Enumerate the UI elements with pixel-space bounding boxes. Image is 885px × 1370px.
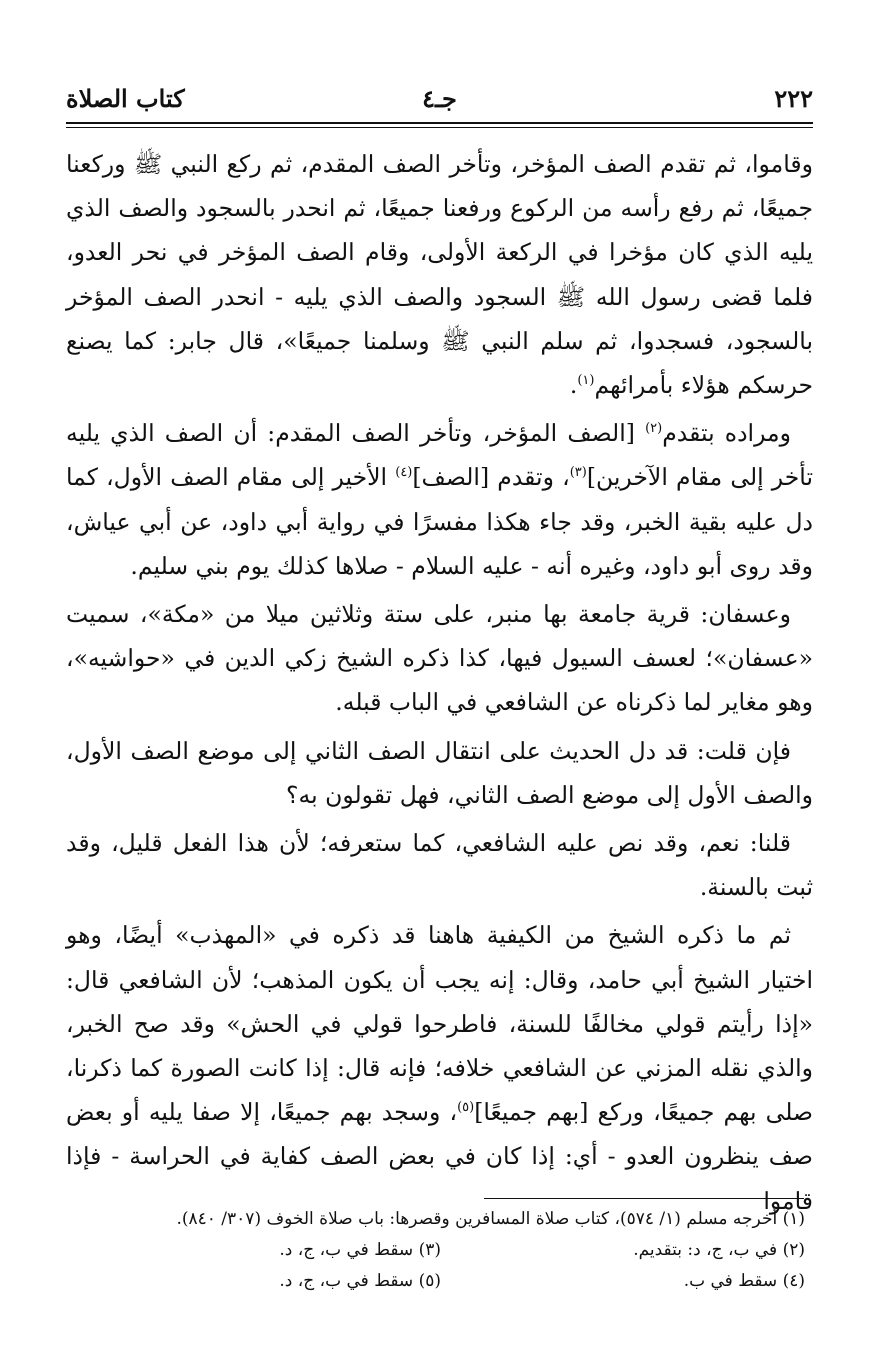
running-header [66,84,813,118]
paragraph-text: وعسفان: قرية جامعة بها منبر، على ستة وثلاثين ميلا من «مكة»، سميت «عسفان»؛ لعسف السيول فيها، كذا ذكره الشيخ زكي الدين في «حواشيه»، وهو مغاير لما ذكرناه عن الشافعي في الباب قبله. [66,600,813,717]
footnote-4: (٤) سقط في ب. [683,1271,805,1291]
paragraph-answer [66,821,813,909]
paragraph-text: [الصف المؤخر، وتأخر الصف المقدم: أن الصف الذي يليه تأخر إلى مقام الآخرين] [66,419,813,492]
paragraph-hadith [66,142,813,407]
footnote-ref: (١) [577,373,595,389]
paragraph-usfan [66,592,813,725]
volume-label: جـ٤ [422,84,457,113]
footnote-3: (٣) سقط في ب، ج، د. [279,1240,441,1260]
paragraph-text: ، وتقدم [الصف] [412,463,570,492]
footnotes [66,1204,813,1297]
paragraph-text: الأخير إلى مقام الصف الأول، كما دل عليه بقية الخبر، وقد جاء هكذا مفسرًا في رواية أبي داود، عن أبي عياش، وقد روى أبو داود، وغيره أنه - عليه السلام - صلاها كذلك يوم بني سليم. [66,463,813,580]
footnote-ref: (٢) [645,421,663,437]
paragraph-tail: . [569,371,578,400]
main-text [66,142,813,1227]
footnote-5: (٥) سقط في ب، ج، د. [279,1271,441,1291]
footnote-row [66,1204,813,1235]
paragraph-text: ومراده بتقدم [662,419,791,448]
page-number: ٢٢٢ [774,84,813,113]
book-title: كتاب الصلاة [66,84,185,113]
paragraph-tail: ، وسجد بهم جميعًا، إلا صفا يليه أو بعض صف ينظرون العدو - أي: إذا كان في بعض الصف كفاية في الحراسة - فإذا قاموا [66,1098,813,1215]
footnote-ref: (٥) [457,1100,475,1116]
footnote-1: (١) أخرجه مسلم (١/ ٥٧٤)، كتاب صلاة المسافرين وقصرها: باب صلاة الخوف (٣٠٧/ ٨٤٠). [176,1209,805,1229]
paragraph-text: ثم ما ذكره الشيخ من الكيفية هاهنا قد ذكره في «المهذب» أيضًا، وهو اختيار الشيخ أبي حامد، وقال: إنه يجب أن يكون المذهب؛ لأن الشافعي قال: «إذا رأيتم قولي مخالفًا للسنة، فاطرحوا قولي في الحش» وقد صح الخبر، والذي نقله المزني عن الشافعي خلافه؛ فإنه قال: إذا كانت الصورة كما ذكرنا، صلى بهم جميعًا، وركع [بهم جميعًا] [66,921,813,1127]
footnote-ref: (٤) [395,465,413,481]
footnote-2: (٢) في ب، ج، د: بتقديم. [633,1240,805,1260]
header-rule-thin [66,127,813,128]
paragraph-method [66,913,813,1222]
footnote-row [66,1266,813,1297]
header-rule-thick [66,122,813,124]
footnote-row [66,1235,813,1266]
paragraph-question [66,729,813,817]
paragraph-text: فإن قلت: قد دل الحديث على انتقال الصف الثاني إلى موضع الصف الأول، والصف الأول إلى موضع الصف الثاني، فهل تقولون به؟ [66,736,813,809]
paragraph-explanation [66,411,813,588]
footnote-ref: (٣) [569,465,587,481]
paragraph-text: قلنا: نعم، وقد نص عليه الشافعي، كما ستعرفه؛ لأن هذا الفعل قليل، وقد ثبت بالسنة. [66,829,813,902]
paragraph-text: وقاموا، ثم تقدم الصف المؤخر، وتأخر الصف المقدم، ثم ركع النبي ﷺ وركعنا جميعًا، ثم رفع رأسه من الركوع ورفعنا جميعًا، ثم انحدر بالسجود والصف الذي يليه الذي كان مؤخرا في الركعة الأولى، وقام الصف المؤخر في نحر العدو، فلما قضى رسول الله ﷺ السجود والصف الذي يليه - انحدر الصف المؤخر بالسجود، فسجدوا، ثم سلم النبي ﷺ وسلمنا جميعًا»، قال جابر: كما يصنع حرسكم هؤلاء بأمرائهم [66,150,813,400]
footnote-separator [484,1198,804,1199]
